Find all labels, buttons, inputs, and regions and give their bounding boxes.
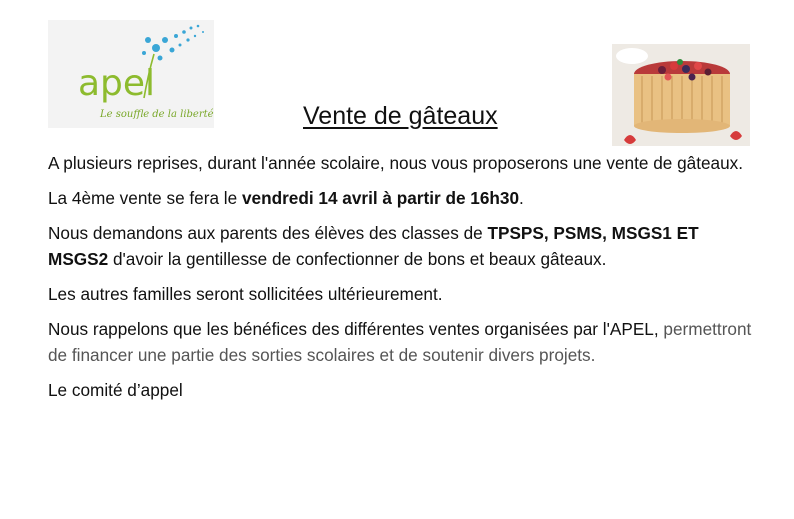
- apel-logo: [48, 20, 214, 128]
- paragraph-intro: A plusieurs reprises, durant l'année scolaire, nous vous proposerons une vente de gâteaux.: [48, 153, 744, 173]
- paragraph-date: La 4ème vente se fera le vendredi 14 avril à partir de 16h30.: [48, 188, 524, 208]
- cake-image: [612, 44, 750, 146]
- charlotte-cake-icon: [612, 44, 750, 146]
- signature: Le comité d’appel: [48, 380, 183, 400]
- class-list: TPSPS, PSMS, MSGS1 ET MSGS2: [48, 223, 699, 269]
- page-title: Vente de gâteaux: [303, 102, 498, 130]
- announcement-body: [48, 150, 760, 412]
- paragraph-classes: Nous demandons aux parents des élèves des classes de TPSPS, PSMS, MSGS1 ET MSGS2 d'avoir la gentillesse de confectionner de bons et beaux gâteaux.: [48, 223, 699, 269]
- sale-date: vendredi 14 avril à partir de 16h30: [241, 188, 520, 208]
- logo-tagline: Le souffle de la liberté: [100, 109, 214, 120]
- logo-wordmark: apel: [78, 63, 156, 104]
- paragraph-benefits: Nous rappelons que les bénéfices des différentes ventes organisées par l'APEL, permettront de financer une partie des sorties scolaires et de soutenir divers projets.: [48, 319, 752, 365]
- paragraph-other-families: Les autres familles seront sollicitées ultérieurement.: [48, 284, 443, 304]
